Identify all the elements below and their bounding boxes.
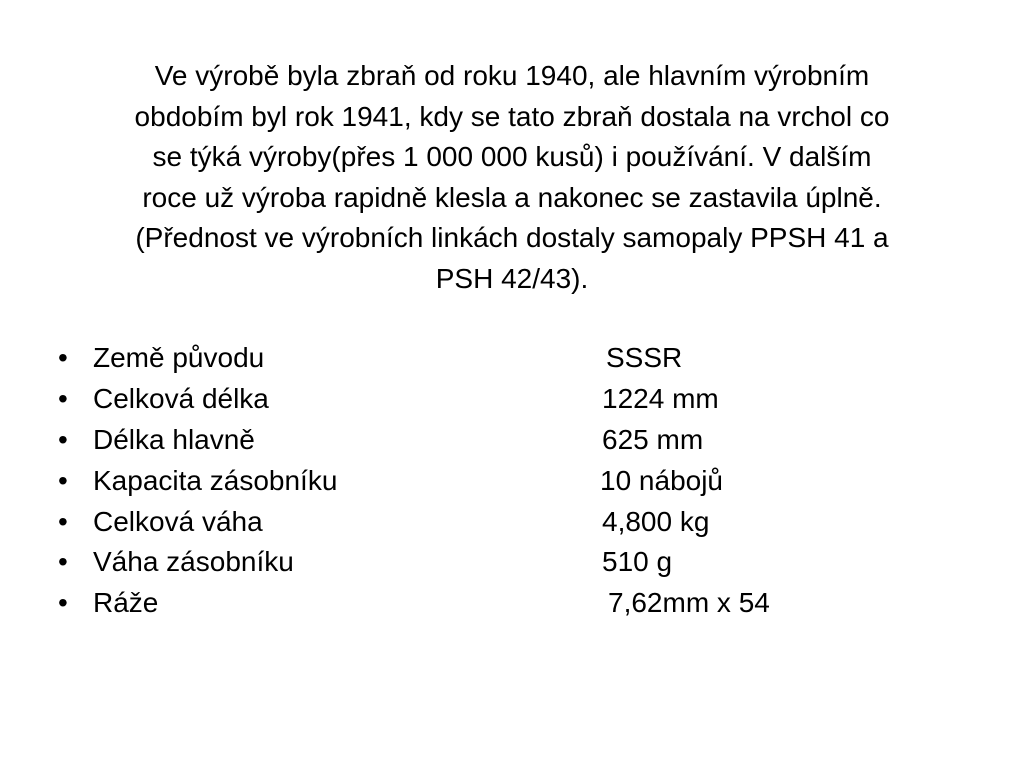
intro-line: (Přednost ve výrobních linkách dostaly samopaly PPSH 41 a <box>135 222 889 254</box>
bullet-icon: • <box>58 382 68 414</box>
spec-value: 7,62mm x 54 <box>608 587 770 619</box>
spec-item-caliber <box>0 583 1024 624</box>
spec-value: 1224 mm <box>602 382 719 414</box>
bullet-icon: • <box>58 342 68 373</box>
spec-label: Délka hlavně <box>93 423 255 455</box>
spec-value: 10 nábojů <box>600 464 724 496</box>
spec-item-total-length <box>0 379 1024 420</box>
spec-item-total-weight <box>0 502 1024 543</box>
bullet-icon: • <box>58 587 68 619</box>
spec-label: Váha zásobníku <box>93 546 294 578</box>
spec-label: Ráže <box>93 587 159 619</box>
spec-label: Kapacita zásobníku <box>93 464 338 496</box>
bullet-icon: • <box>58 423 68 455</box>
intro-line: Ve výrobě byla zbraň od roku 1940, ale hlavním výrobním <box>154 60 870 91</box>
spec-label: Celková váha <box>93 505 263 537</box>
intro-line: PSH 42/43). <box>435 262 589 294</box>
bullet-icon: • <box>58 546 68 578</box>
spec-item-barrel-length <box>0 420 1024 461</box>
spec-list <box>0 338 1024 624</box>
spec-item-magazine-capacity <box>0 461 1024 502</box>
spec-value: 625 mm <box>602 423 704 455</box>
spec-label: Země původu <box>93 342 265 373</box>
spec-label: Celková délka <box>93 382 269 414</box>
bullet-icon: • <box>58 505 68 537</box>
intro-paragraph <box>40 56 984 300</box>
intro-line: obdobím byl rok 1941, kdy se tato zbraň dostala na vrchol co <box>134 100 890 132</box>
spec-value: SSSR <box>606 342 683 373</box>
intro-line: roce už výroba rapidně klesla a nakonec se zastavila úplně. <box>142 181 882 213</box>
spec-item-origin <box>0 338 1024 379</box>
bullet-icon: • <box>58 464 68 496</box>
spec-value: 4,800 kg <box>602 505 710 537</box>
spec-value: 510 g <box>602 546 673 578</box>
intro-line: se týká výroby(přes 1 000 000 kusů) i používání. V dalším <box>152 141 872 173</box>
spec-item-magazine-weight <box>0 542 1024 583</box>
